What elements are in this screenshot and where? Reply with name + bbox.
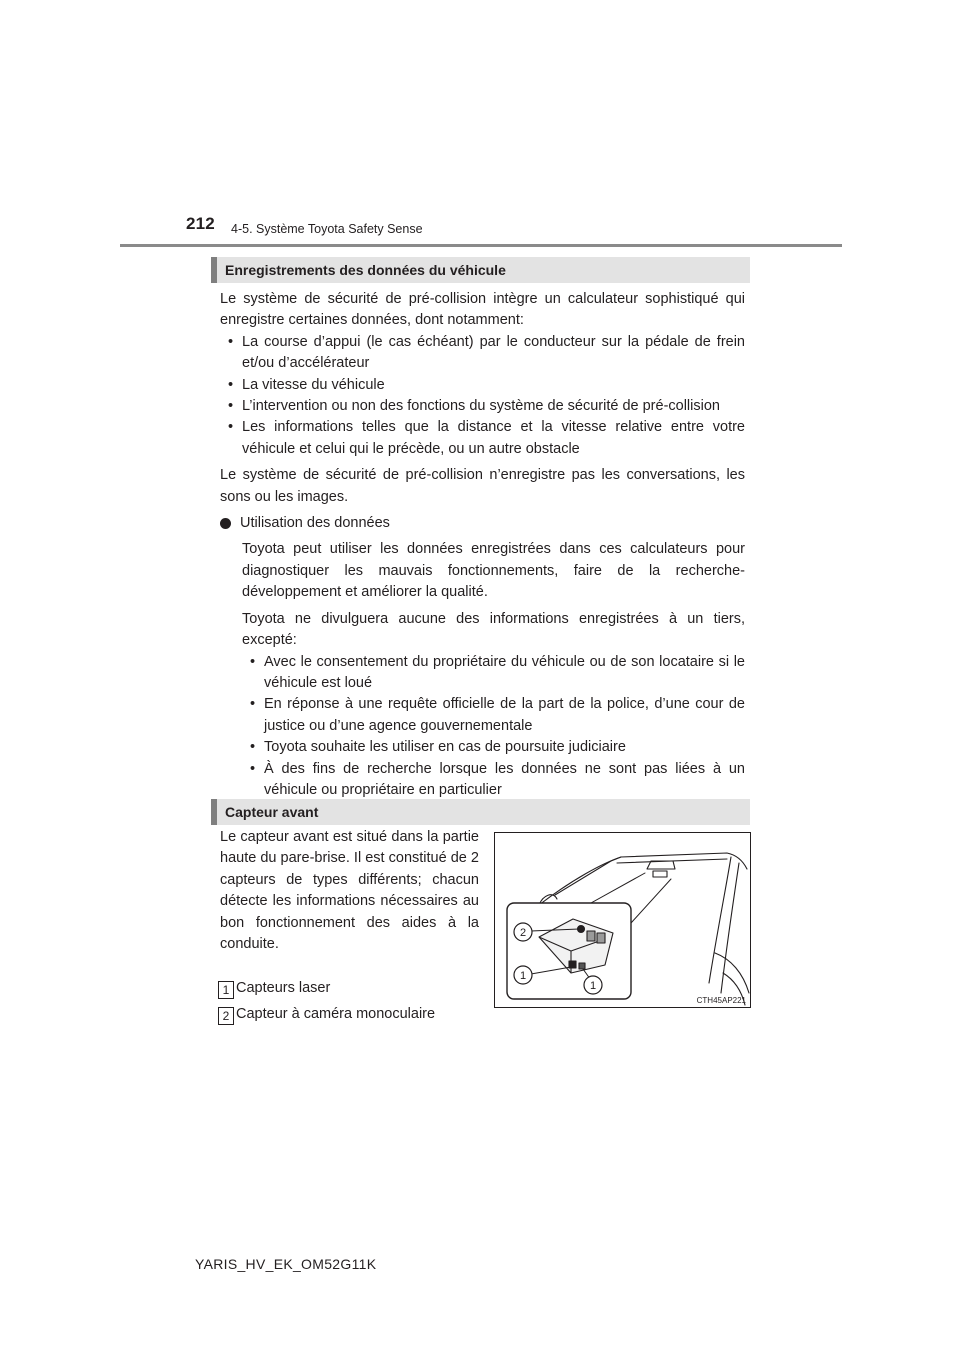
section-title: Capteur avant — [225, 804, 319, 820]
exception-list — [242, 652, 745, 802]
document-code: YARIS_HV_EK_OM52G11K — [195, 1256, 377, 1272]
front-sensor-body: Le capteur avant est situé dans la partie haute du pare-brise. Il est constitué de 2 capteurs de types différents; chacun détecte les informations nécessaires au bon fonctionnement des aides à la conduite. — [220, 829, 479, 953]
windshield-frame — [539, 853, 747, 905]
legend-number-2: 2 — [218, 1007, 234, 1025]
section-title: Enregistrements des données du véhicule — [225, 262, 506, 278]
list-item: • L’intervention ou non des fonctions du système de sécurité de pré-collision — [228, 396, 745, 417]
callout-label: 1 — [519, 970, 527, 982]
sub-section-body — [220, 539, 745, 801]
page-number: 212 — [186, 214, 215, 233]
recorded-data-list — [220, 332, 745, 460]
list-item: • En réponse à une requête officielle de la part de la police, d’une cour de justice ou d’une agence gouvernementale — [250, 696, 745, 734]
legend-label-laser: Capteurs laser — [236, 980, 331, 996]
list-item: • Les informations telles que la distance et la vitesse relative entre votre véhicule et celui qui le précède, ou un autre obstacle — [228, 419, 745, 457]
bullet-glyph: • — [250, 653, 256, 670]
section-marker — [211, 799, 217, 825]
bullet-glyph: • — [250, 739, 256, 756]
bullet-glyph: • — [228, 333, 234, 350]
header-rule — [120, 244, 842, 247]
front-sensor-illustration — [494, 832, 751, 1008]
list-item: • La course d’appui (le cas échéant) par le conducteur sur la pédale de frein et/ou d’accélérateur — [228, 333, 745, 372]
section-heading-front-sensor — [211, 799, 750, 825]
bullet-glyph: • — [250, 696, 256, 713]
sub-heading: Utilisation des données — [240, 515, 390, 532]
callout-label: 2 — [519, 927, 527, 939]
usage-paragraph: Toyota peut utiliser les données enregistrées dans ces calculateurs pour diagnostiquer les mauvais fonctionnements, faire de la recherche-développement et améliorer la qualité. — [242, 541, 745, 601]
windshield-sensor-drawing — [495, 833, 750, 1007]
list-item: • La vitesse du véhicule — [228, 375, 745, 396]
bullet-glyph: • — [250, 760, 256, 777]
figure-code: CTH45AP221 — [696, 996, 746, 1005]
list-item: • Avec le consentement du propriétaire du véhicule ou de son locataire si le véhicule est loué — [250, 653, 745, 691]
disclosure-paragraph: Toyota ne divulguera aucune des informations enregistrées à un tiers, excepté: — [242, 610, 745, 649]
intro-paragraph: Le système de sécurité de pré-collision intègre un calculateur sophistiqué qui enregistre certaines données, dont notamment: — [220, 291, 745, 329]
disc-bullet-icon — [220, 518, 231, 529]
list-item: • À des fins de recherche lorsque les données ne sont pas liées à un véhicule ou propriétaire en particulier — [250, 760, 745, 798]
section-heading-data-recording — [211, 257, 750, 283]
list-item: • Toyota souhaite les utiliser en cas de poursuite judiciaire — [250, 737, 745, 758]
bullet-glyph: • — [228, 398, 234, 415]
bullet-glyph: • — [228, 419, 234, 436]
sub-heading-row — [220, 513, 745, 534]
section-marker — [211, 257, 217, 283]
bullet-glyph: • — [228, 376, 234, 393]
section1-body — [220, 289, 745, 801]
legend-label-camera: Capteur à caméra monoculaire — [236, 1006, 436, 1022]
callout-label: 1 — [589, 980, 597, 992]
note-paragraph: Le système de sécurité de pré-collision n’enregistre pas les conversations, les sons ou les images. — [220, 467, 745, 505]
running-header: 4-5. Système Toyota Safety Sense — [231, 222, 423, 236]
legend-number-1: 1 — [218, 981, 234, 999]
